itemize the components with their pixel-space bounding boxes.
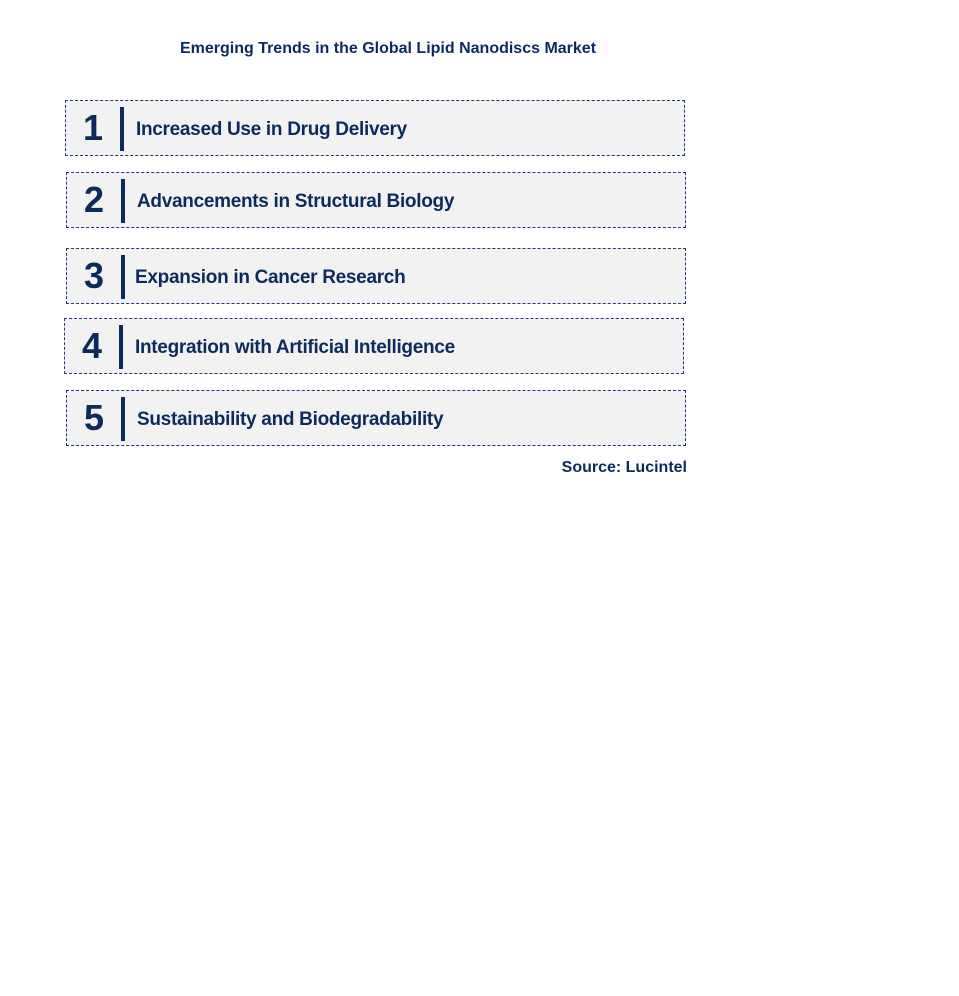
diagram-title: Emerging Trends in the Global Lipid Nanodiscs Market bbox=[179, 40, 597, 57]
divider-bar bbox=[120, 107, 124, 151]
divider-bar bbox=[121, 255, 125, 299]
trend-number: 5 bbox=[83, 397, 105, 438]
divider-bar bbox=[121, 397, 125, 441]
divider-bar bbox=[121, 179, 125, 223]
source-note: Source: Lucintel bbox=[561, 459, 687, 476]
trend-label: Integration with Artificial Intelligence bbox=[135, 337, 455, 358]
trend-label: Sustainability and Biodegradability bbox=[137, 409, 444, 430]
trend-item-1 bbox=[65, 100, 685, 156]
trend-number: 3 bbox=[83, 255, 105, 296]
trend-label: Increased Use in Drug Delivery bbox=[136, 119, 407, 140]
trend-label: Expansion in Cancer Research bbox=[135, 267, 406, 288]
trend-number: 2 bbox=[83, 179, 105, 220]
trend-number: 4 bbox=[81, 325, 103, 366]
trend-item-3 bbox=[66, 248, 686, 304]
trend-number: 1 bbox=[82, 107, 104, 148]
trend-item-5 bbox=[66, 390, 686, 446]
trend-item-2 bbox=[66, 172, 686, 228]
trend-label: Advancements in Structural Biology bbox=[137, 191, 455, 212]
trend-item-4 bbox=[64, 318, 684, 374]
divider-bar bbox=[119, 325, 123, 369]
